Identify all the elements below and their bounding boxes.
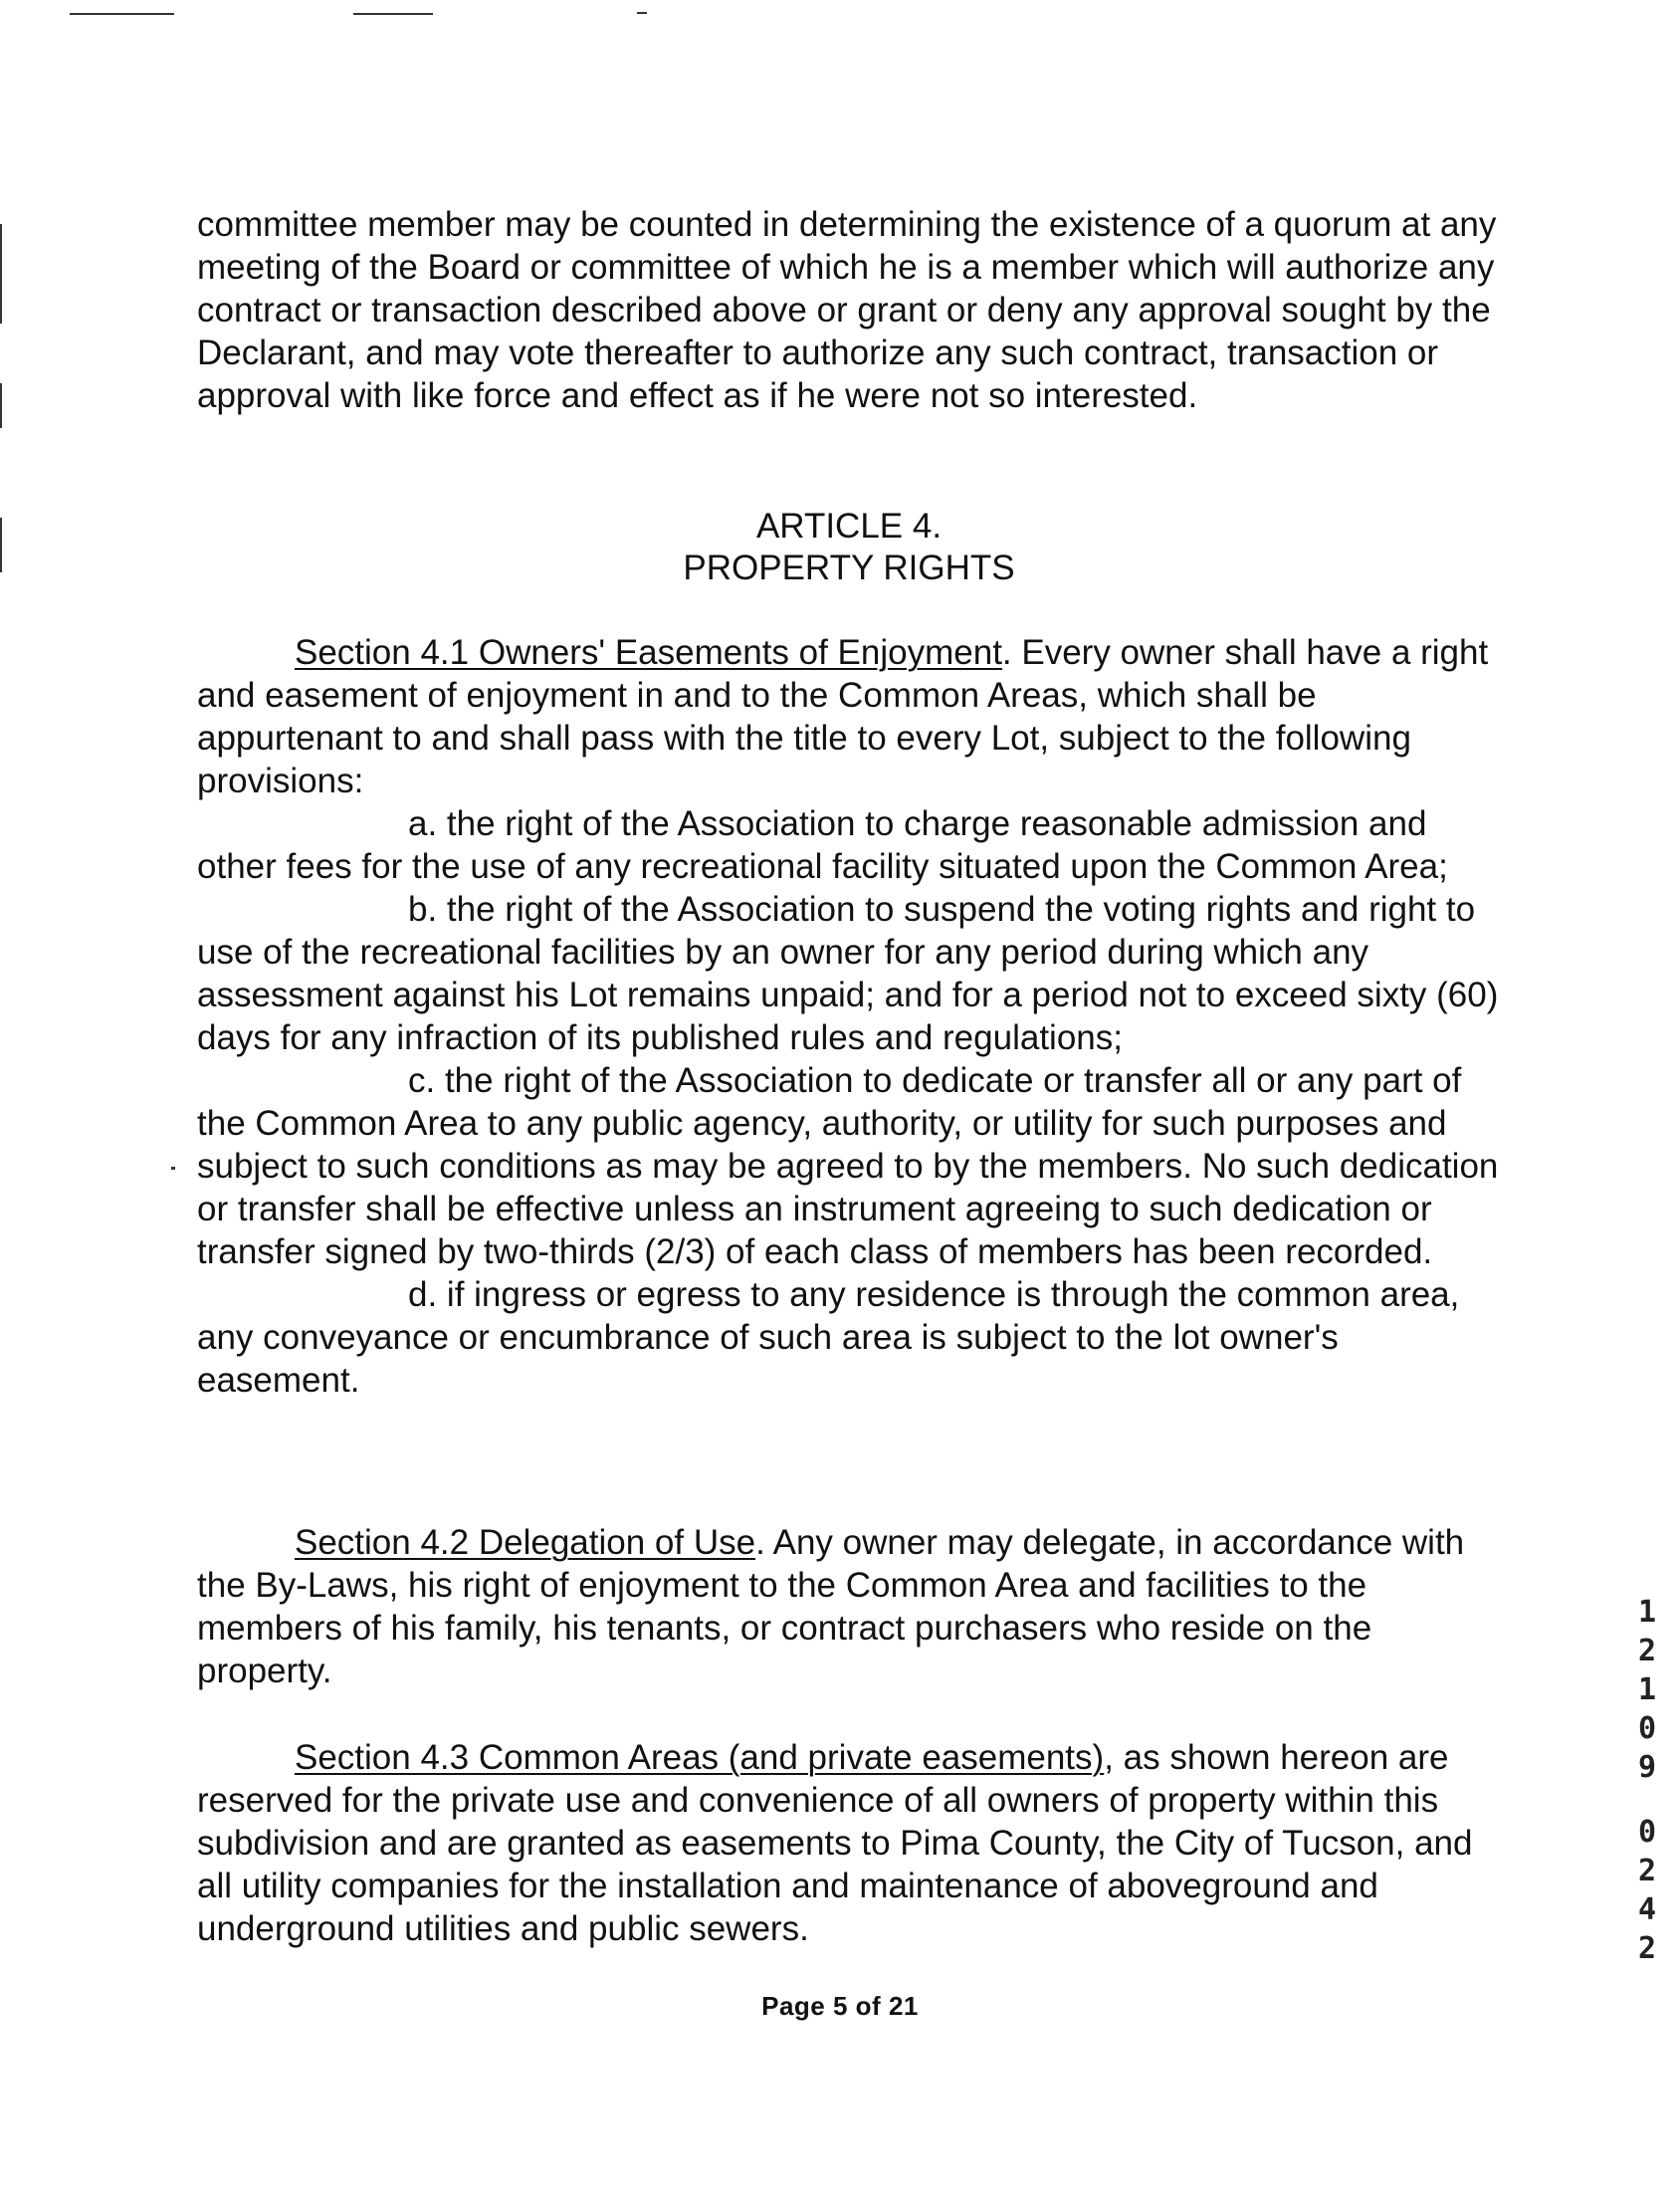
section-4-3 — [197, 1736, 1501, 1950]
section-4-3-heading: Section 4.3 Common Areas (and private easements) — [295, 1738, 1105, 1777]
scan-mark-margin-2 — [0, 383, 2, 428]
stamp-digit: 2 — [1637, 1634, 1657, 1668]
section-4-1-text: . Every owner shall have a right and easement of enjoyment in and to the Common Areas, which shall be appurtenant to and shall pass with the title to every Lot, subject to the following provisions: — [197, 633, 1489, 800]
section-4-2-paragraph — [197, 1521, 1501, 1692]
scan-mark-margin-1 — [0, 224, 2, 324]
stamp-digit: 2 — [1637, 1931, 1657, 1966]
article-heading — [197, 506, 1501, 589]
stamp-digit: 2 — [1637, 1854, 1657, 1888]
section-4-2 — [197, 1521, 1501, 1692]
opening-paragraph — [197, 203, 1501, 417]
item-b: b. the right of the Association to suspend the voting rights and right to use of the recreational facilities by an owner for any period during which any assessment against his Lot remains unpaid; and for a period not to exceed sixty (60) days for any infraction of its published rules and regulations; — [197, 890, 1499, 1057]
article-number: ARTICLE 4. — [755, 507, 943, 546]
scan-mark-top-2 — [353, 13, 433, 15]
section-4-3-paragraph — [197, 1736, 1501, 1950]
section-4-3-text: , as shown hereon are reserved for the private use and convenience of all owners of property within this subdivision and are granted as easements to Pima County, the City of Tucson, and all utility companies for the installation and maintenance of aboveground and underground utilities and public sewers. — [197, 1738, 1473, 1948]
scan-mark-margin-3 — [0, 518, 2, 572]
article-title: PROPERTY RIGHTS — [683, 549, 1015, 587]
page-number: Page 5 of 21 — [761, 1991, 919, 2021]
item-c: c. the right of the Association to dedicate or transfer all or any part of the Common Area to any public agency, authority, or utility for such purposes and subject to such conditions as may be agreed to by the members. No such dedication or transfer shall be effective unless an instrument agreeing to such dedication or transfer signed by two-thirds (2/3) of each class of members has been recorded. — [197, 1061, 1499, 1271]
stamp-gap — [1632, 1787, 1662, 1813]
scan-mark-top-1 — [70, 13, 174, 15]
paragraph-continuation: committee member may be counted in determining the existence of a quorum at any meeting of the Board or committee of which he is a member which will authorize any contract or transaction described above or grant or deny any approval sought by the Declarant, and may vote thereafter to authorize any such contract, transaction or approval with like force and effect as if he were not so interested. — [197, 205, 1497, 415]
section-4-1-paragraph — [197, 631, 1501, 802]
scan-mark-dot — [171, 1167, 175, 1170]
section-4-2-heading: Section 4.2 Delegation of Use — [295, 1523, 756, 1562]
stamp-digit: 4 — [1637, 1892, 1657, 1927]
section-4-1-heading: Section 4.1 Owners' Easements of Enjoyment — [295, 633, 1002, 672]
stamp-digit: 1 — [1637, 1595, 1657, 1630]
stamp-digit: 0 — [1637, 1711, 1657, 1746]
scan-mark-top-3 — [637, 12, 647, 14]
stamp-digit: 0 — [1637, 1815, 1657, 1850]
stamp-digit: 1 — [1637, 1672, 1657, 1707]
section-4-1 — [197, 631, 1501, 1402]
section-4-2-text: . Any owner may delegate, in accordance with the By-Laws, his right of enjoyment to the Common Area and facilities to the members of his family, his tenants, or contract purchasers who reside on the property. — [197, 1523, 1465, 1690]
recording-number-stamp — [1632, 1593, 1662, 1968]
stamp-digit: 9 — [1637, 1750, 1657, 1785]
item-d: d. if ingress or egress to any residence is through the common area, any conveyance or encumbrance of such area is subject to the lot owner's easement. — [197, 1275, 1460, 1400]
item-a: a. the right of the Association to charge reasonable admission and other fees for the use of any recreational facility situated upon the Common Area; — [197, 804, 1448, 886]
